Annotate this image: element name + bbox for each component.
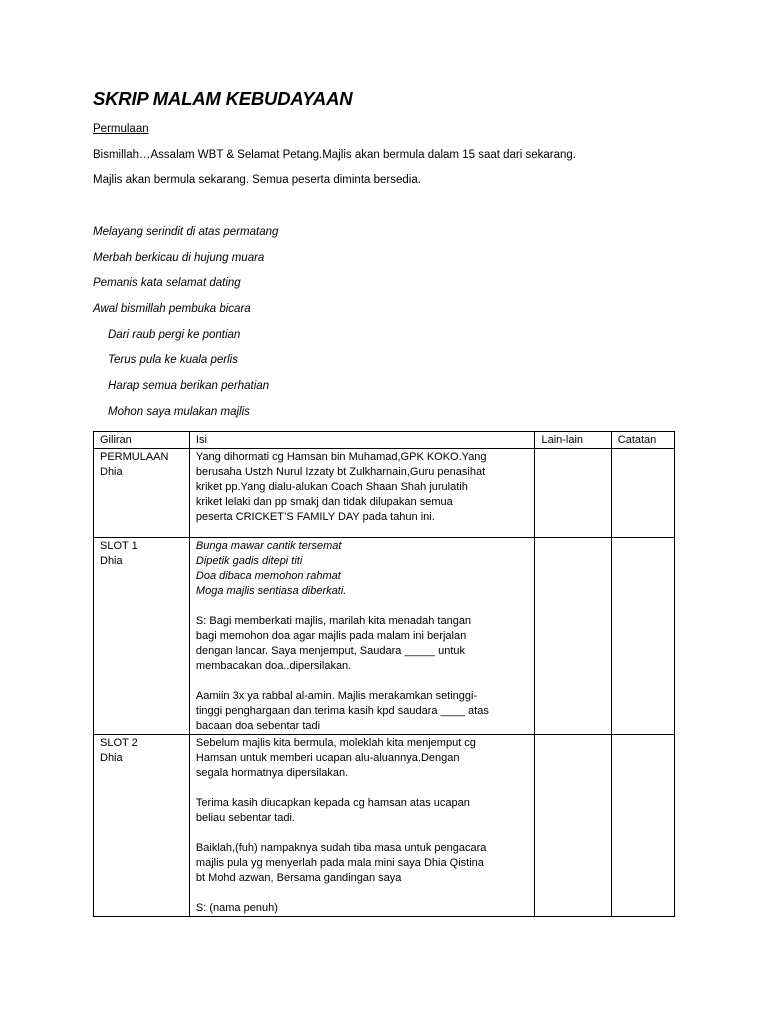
- isi-line: segala hormatnya dipersilakan.: [195, 767, 349, 779]
- isi-line: bagi memohon doa agar majlis pada malam ini berjalan: [195, 630, 467, 642]
- isi-line: peserta CRICKET’S FAMILY DAY pada tahun ini.: [195, 511, 435, 523]
- poem-line: Pemanis kata selamat dating: [93, 277, 241, 289]
- table-row: [94, 449, 675, 538]
- isi-line: dengan lancar. Saya menjemput, Saudara _____ untuk: [195, 645, 466, 657]
- isi-line: Yang dihormati cg Hamsan bin Muhamad,GPK KOKO.Yang: [195, 451, 487, 463]
- giliran-host: Dhia: [100, 752, 123, 764]
- catatan-cell: [611, 449, 674, 538]
- giliran-cell: [94, 735, 190, 917]
- isi-line: S: Bagi memberkati majlis, marilah kita menadah tangan: [195, 615, 472, 627]
- isi-line: Hamsan untuk memberi ucapan alu-aluannya.Dengan: [195, 752, 460, 764]
- giliran-host: Dhia: [100, 555, 123, 567]
- isi-cell: [189, 538, 535, 735]
- poem-line: Terus pula ke kuala perlis: [108, 354, 238, 366]
- poem-line: Awal bismillah pembuka bicara: [93, 303, 251, 315]
- catatan-cell: [611, 735, 674, 917]
- lain-lain-cell: [535, 538, 611, 735]
- table-row: [94, 538, 675, 735]
- lain-lain-cell: [535, 735, 611, 917]
- poem-line: Melayang serindit di atas permatang: [93, 226, 279, 238]
- column-header-giliran: Giliran: [94, 432, 190, 449]
- table-row: [94, 735, 675, 917]
- poem-line: Harap semua berikan perhatian: [108, 380, 270, 392]
- isi-line: Sebelum majlis kita bermula, moleklah kita menjemput cg: [195, 737, 476, 749]
- isi-line: Baiklah,(fuh) nampaknya sudah tiba masa untuk pengacara: [195, 842, 487, 854]
- pantun-line: Doa dibaca memohon rahmat: [195, 570, 341, 582]
- lain-lain-cell: [535, 449, 611, 538]
- giliran-slot: SLOT 1: [100, 540, 138, 552]
- isi-line: Terima kasih diucapkan kepada cg hamsan atas ucapan: [195, 797, 470, 809]
- isi-line: Aamiin 3x ya rabbal al-amin. Majlis merakamkan setinggi-: [195, 690, 478, 702]
- giliran-slot: PERMULAAN: [100, 451, 169, 463]
- column-header-isi: Isi: [189, 432, 535, 449]
- giliran-cell: [94, 538, 190, 735]
- intro-heading: Permulaan: [93, 123, 149, 135]
- page-title: SKRIP MALAM KEBUDAYAAN: [93, 88, 353, 109]
- catatan-cell: [611, 538, 674, 735]
- isi-line: kriket lelaki dan pp smakj dan tidak dilupakan semua: [195, 496, 453, 508]
- isi-line: membacakan doa..dipersilakan.: [195, 660, 352, 672]
- poem-line: Dari raub pergi ke pontian: [108, 329, 241, 341]
- isi-line: majlis pula yg menyerlah pada mala mini saya Dhia Qistina: [195, 857, 484, 869]
- pantun-line: Moga majlis sentiasa diberkati.: [195, 585, 347, 597]
- isi-line: bacaan doa sebentar tadi: [195, 720, 321, 732]
- column-header-catatan: Catatan: [611, 432, 674, 449]
- poem-line: Merbah berkicau di hujung muara: [93, 252, 265, 264]
- table-header-row: [94, 432, 675, 449]
- giliran-slot: SLOT 2: [100, 737, 138, 749]
- isi-line: beliau sebentar tadi.: [195, 812, 295, 824]
- isi-line: S: (nama penuh): [195, 902, 278, 914]
- column-header-lain-lain: Lain-lain: [535, 432, 611, 449]
- pantun-line: Bunga mawar cantik tersemat: [195, 540, 342, 552]
- script-table: [93, 431, 675, 917]
- giliran-host: Dhia: [100, 466, 123, 478]
- isi-cell: [189, 449, 535, 538]
- isi-line: berusaha Ustzh Nurul Izzaty bt Zulkharnain,Guru penasihat: [195, 466, 486, 478]
- isi-line: tinggi penghargaan dan terima kasih kpd saudara ____ atas: [195, 705, 489, 717]
- pantun-line: Dipetik gadis ditepi titi: [195, 555, 303, 567]
- poem-line: Mohon saya mulakan majlis: [108, 406, 250, 418]
- giliran-cell: [94, 449, 190, 538]
- intro-line-1: Bismillah…Assalam WBT & Selamat Petang.Majlis akan bermula dalam 15 saat dari sekarang.: [93, 149, 576, 161]
- isi-line: kriket pp.Yang dialu-alukan Coach Shaan Shah jurulatih: [195, 481, 468, 493]
- isi-cell: [189, 735, 535, 917]
- isi-line: bt Mohd azwan, Bersama gandingan saya: [195, 872, 402, 884]
- intro-line-2: Majlis akan bermula sekarang. Semua peserta diminta bersedia.: [93, 174, 421, 186]
